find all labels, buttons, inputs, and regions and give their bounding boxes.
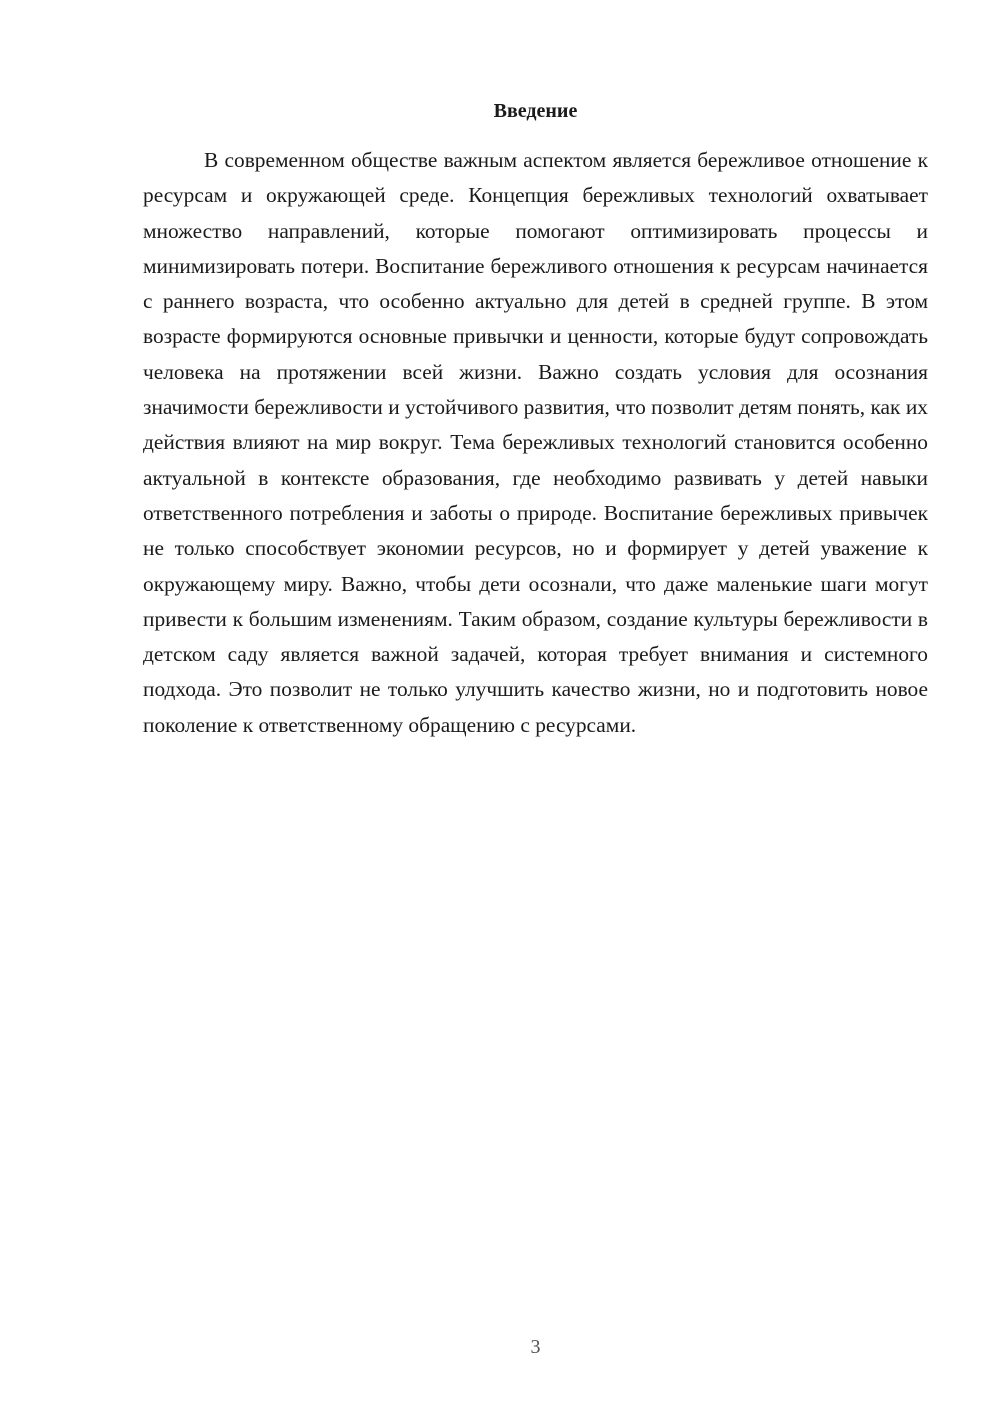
section-heading: Введение [493,100,578,122]
page-number: 3 [530,1336,541,1358]
body-paragraph: В современном обществе важным аспектом является бережливое отношение к ресурсам и окружающей среде. Концепция бережливых технологий охватывает множество направлений, которые помогают оптимизировать процессы и минимизировать потери. Воспитание бережливого отношения к ресурсам начинается с раннего возраста, что особенно актуально для детей в средней группе. В этом возрасте формируются основные привычки и ценности, которые будут сопровождать человека на протяжении всей жизни. Важно создать условия для осознания значимости бережливости и устойчивого развития, что позволит детям понять, как их действия влияют на мир вокруг. Тема бережливых технологий становится особенно актуальной в контексте образования, где необходимо развивать у детей навыки ответственного потребления и заботы о природе. Воспитание бережливых привычек не только способствует экономии ресурсов, но и формирует у детей уважение к окружающему миру. Важно, чтобы дети осознали, что даже маленькие шаги могут привести к большим изменениям. Таким образом, создание культуры бережливости в детском саду является важной задачей, которая требует внимания и системного подхода. Это позволит не только улучшить качество жизни, но и подготовить новое поколение к ответственному обращению с ресурсами. [143,148,928,737]
